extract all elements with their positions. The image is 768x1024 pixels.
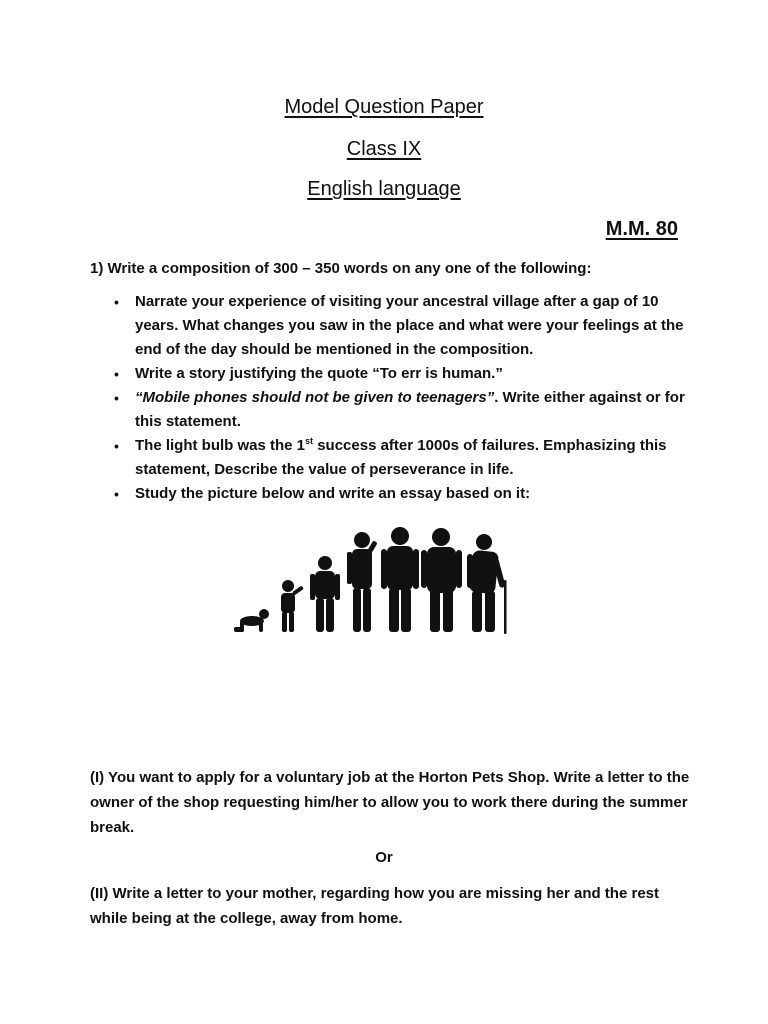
max-marks: M.M. 80 [605, 218, 678, 240]
bullet-icon: • [114, 294, 119, 310]
bullet-icon: • [114, 486, 119, 502]
question-1-prompt: 1) Write a composition of 300 – 350 words on any one of the following: [90, 260, 592, 277]
topic-text: Narrate your experience of visiting your ancestral village after a gap of 10 years. What changes you saw in the place and what were your feelings at the end of the day should be mentioned in the composition. [135, 293, 684, 358]
topic-list [90, 290, 690, 506]
subject-label: English language [307, 178, 461, 200]
list-item [90, 290, 690, 362]
topic-text-continued: success after 1000s of failures. Emphasizing this statement, Describe the value of perseverance in life. [135, 437, 667, 478]
topic-text: Write a story justifying the quote “To err is human.” [135, 365, 503, 382]
list-item [90, 362, 690, 386]
topic-quote: “Mobile phones should not be given to teenagers” [135, 389, 495, 406]
topic-text: . Write either against or for this statement. [135, 389, 685, 430]
topic-text: Study the picture below and write an essay based on it: [135, 485, 531, 502]
letter-option-2: (II) Write a letter to your mother, regarding how you are missing her and the rest while being at the college, away from home. [90, 885, 659, 927]
paper-title: Model Question Paper [284, 96, 484, 118]
or-label: Or [375, 849, 393, 866]
letter-option-1: (I) You want to apply for a voluntary job at the Horton Pets Shop. Write a letter to the owner of the shop requesting him/her to allow you to work there during the summer break. [90, 769, 690, 836]
bullet-icon: • [114, 390, 119, 406]
class-label: Class IX [346, 138, 422, 160]
ordinal-superscript: st [305, 436, 314, 446]
list-item [90, 434, 690, 482]
bullet-icon: • [114, 438, 119, 454]
list-item [90, 482, 690, 506]
topic-text: The light bulb was the 1 [135, 437, 306, 454]
list-item [90, 386, 690, 434]
bullet-icon: • [114, 366, 119, 382]
human-life-stages-silhouette-icon [226, 518, 526, 728]
